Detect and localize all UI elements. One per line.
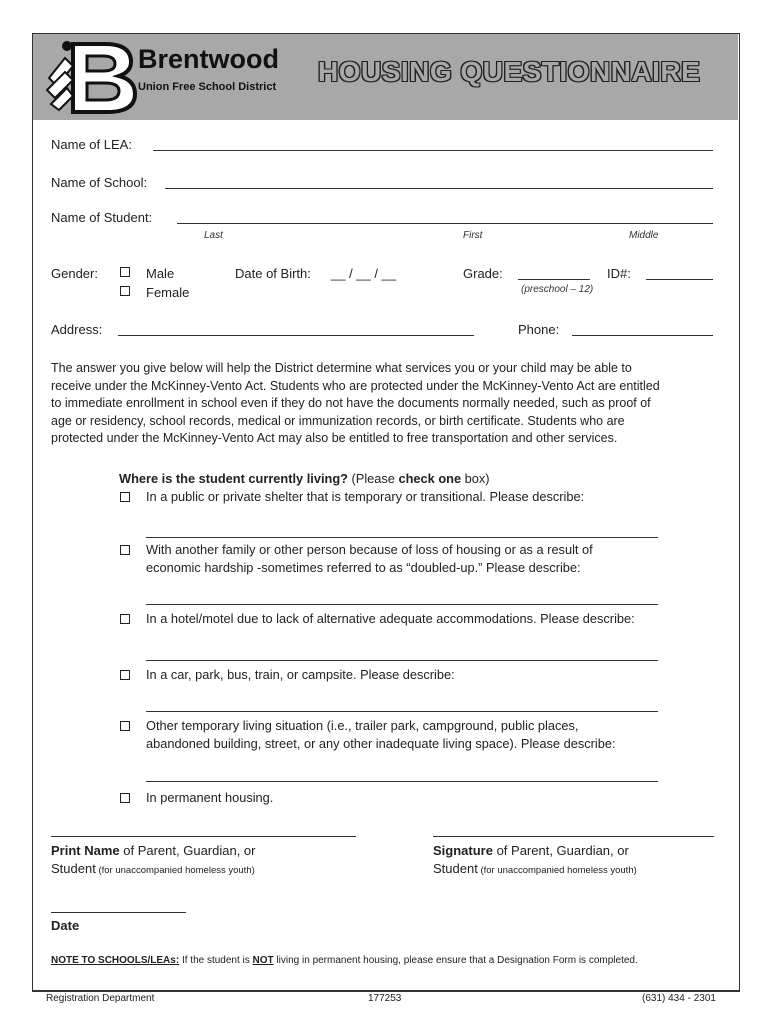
gender-male-checkbox[interactable] [120, 267, 130, 277]
signature-student-word: Student [433, 861, 478, 876]
gender-female-checkbox[interactable] [120, 286, 130, 296]
option-other-label [146, 717, 616, 753]
school-field[interactable] [165, 188, 713, 189]
intro-line: age or residency, school records, medical or immunization records, or birth certificate. Students who are [51, 413, 625, 428]
footer-phone: (631) 434 - 2301 [642, 993, 716, 1004]
signature-rest: of Parent, Guardian, or [492, 843, 629, 858]
option-shelter-label: In a public or private shelter that is temporary or transitional. Please describe: [146, 489, 585, 504]
lea-label: Name of LEA: [51, 137, 132, 152]
student-first-label: First [463, 230, 483, 241]
living-question [119, 470, 490, 488]
option-doubled-up-line1: With another family or other person because of loss of housing or as a result of [146, 542, 593, 557]
dob-field[interactable]: __ / __ / __ [331, 266, 397, 281]
grade-hint: (preschool – 12) [521, 284, 594, 295]
intro-line: to immediate enrollment in school even if they do not have the documents normally needed, such as proof of [51, 396, 651, 410]
grade-field[interactable] [518, 279, 590, 280]
dob-label: Date of Birth: [235, 266, 311, 281]
option-doubled-up-checkbox[interactable] [120, 545, 130, 555]
option-car-label: In a car, park, bus, train, or campsite. Please describe: [146, 667, 455, 682]
gender-male-label: Male [146, 266, 175, 281]
school-name: Brentwood [138, 44, 279, 74]
question-text: (Please [347, 471, 399, 486]
print-name-bold: Print Name [51, 843, 120, 858]
option-car-describe[interactable] [146, 711, 658, 712]
footer-department: Registration Department [46, 993, 155, 1004]
date-field[interactable] [51, 912, 186, 913]
district-name: Union Free School District [138, 81, 277, 93]
signature-label [433, 843, 629, 858]
lea-field[interactable] [153, 150, 713, 151]
question-end: box) [461, 471, 490, 486]
footer-divider [32, 991, 740, 992]
print-student-note: (for unaccompanied homeless youth) [95, 865, 255, 876]
print-student-word: Student [51, 861, 96, 876]
school-label: Name of School: [51, 175, 148, 190]
gender-label: Gender: [51, 266, 98, 281]
note-part1: If the student is [179, 955, 253, 966]
option-doubled-up-describe[interactable] [146, 604, 658, 605]
footer-code: 177253 [368, 993, 402, 1004]
option-permanent-label: In permanent housing. [146, 790, 274, 805]
option-other-describe[interactable] [146, 781, 658, 782]
print-name-label [51, 843, 256, 858]
option-doubled-up-label [146, 541, 593, 577]
date-label: Date [51, 918, 80, 933]
print-name-student [51, 861, 255, 876]
brentwood-logo-icon [43, 38, 138, 116]
option-doubled-up-line2: economic hardship -sometimes referred to as “doubled-up.” Please describe: [146, 560, 581, 575]
print-name-field[interactable] [51, 836, 356, 837]
option-permanent-checkbox[interactable] [120, 793, 130, 803]
student-label: Name of Student: [51, 210, 153, 225]
signature-field[interactable] [433, 836, 714, 837]
option-hotel-checkbox[interactable] [120, 614, 130, 624]
note-not: NOT [252, 955, 274, 966]
intro-line: receive under the McKinney-Vento Act. Students who are protected under the McKinney-Vento Act are entitled [51, 378, 660, 393]
option-other-line1: Other temporary living situation (i.e., trailer park, campground, public places, [146, 718, 579, 733]
address-label: Address: [51, 322, 103, 337]
question-check-one: check one [398, 471, 462, 486]
option-shelter-describe[interactable] [146, 537, 658, 538]
id-label: ID#: [607, 266, 631, 281]
question-bold: Where is the student currently living? [119, 471, 348, 486]
intro-line: protected under the McKinney-Vento Act may also be entitled to free transportation and other services. [51, 431, 618, 445]
intro-line: The answer you give below will help the District determine what services you or your child may be able to [51, 361, 632, 375]
student-last-label: Last [204, 230, 223, 241]
option-shelter-checkbox[interactable] [120, 492, 130, 502]
print-name-rest: of Parent, Guardian, or [119, 843, 256, 858]
id-field[interactable] [646, 279, 713, 280]
note-part2: living in permanent housing, please ensure that a Designation Form is completed. [273, 955, 638, 966]
signature-student [433, 861, 637, 876]
student-middle-label: Middle [629, 230, 659, 241]
gender-female-label: Female [146, 285, 190, 300]
note-to-schools [51, 955, 638, 966]
option-hotel-label: In a hotel/motel due to lack of alternative adequate accommodations. Please describe: [146, 611, 635, 626]
option-hotel-describe[interactable] [146, 660, 658, 661]
intro-paragraph [51, 360, 711, 448]
signature-bold: Signature [433, 843, 493, 858]
option-other-checkbox[interactable] [120, 721, 130, 731]
phone-label: Phone: [518, 322, 560, 337]
form-header [33, 34, 738, 120]
grade-label: Grade: [463, 266, 503, 281]
signature-student-note: (for unaccompanied homeless youth) [477, 865, 637, 876]
phone-field[interactable] [572, 335, 713, 336]
student-name-field[interactable] [177, 223, 713, 224]
address-field[interactable] [118, 335, 474, 336]
option-other-line2: abandoned building, street, or any other inadequate living space). Please describe: [146, 736, 616, 751]
note-lead: NOTE TO SCHOOLS/LEAs: [51, 955, 180, 966]
page-title: HOUSING QUESTIONNAIRE [318, 56, 701, 87]
option-car-checkbox[interactable] [120, 670, 130, 680]
